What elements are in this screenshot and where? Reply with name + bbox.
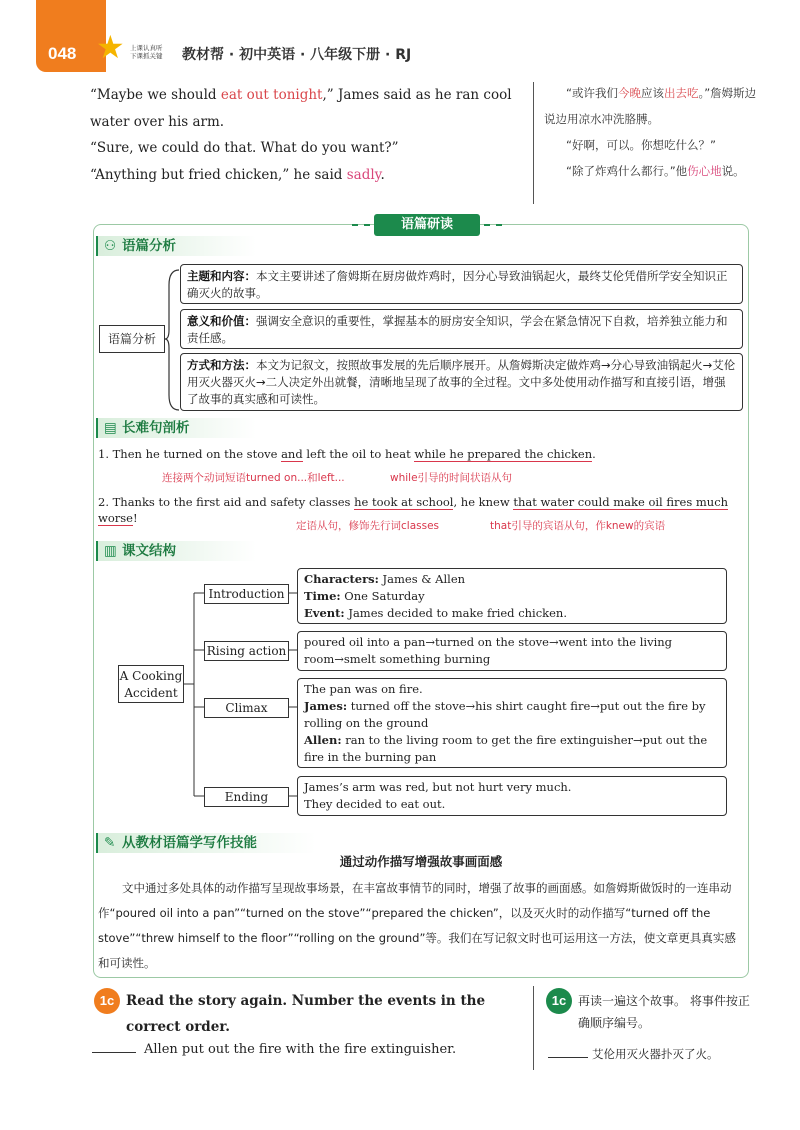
answer-blank-1[interactable] bbox=[92, 1052, 136, 1053]
climax-box bbox=[297, 678, 727, 768]
stage-ending: Ending bbox=[204, 787, 289, 807]
page-header bbox=[0, 0, 800, 78]
story-line-2: “Sure, we could do that. What do you want?” bbox=[90, 140, 399, 156]
document-icon: ▤ bbox=[104, 420, 117, 436]
task-item-1: Allen put out the fire with the fire extinguisher. bbox=[92, 1042, 532, 1057]
task-column-divider bbox=[533, 986, 534, 1070]
motto bbox=[130, 44, 178, 60]
book-title: 教材帮 · 初中英语 · 八年级下册 · RJ bbox=[182, 47, 412, 63]
highlight-eat-out: eat out tonight bbox=[220, 87, 323, 103]
motto-line-1: 上课认真听 bbox=[130, 44, 163, 52]
page-number: 048 bbox=[48, 44, 77, 63]
translation-line-2: “好啊，可以。你想吃什么？” bbox=[566, 138, 716, 152]
introduction-box bbox=[297, 568, 727, 624]
highlight-sadly: sadly bbox=[346, 166, 381, 183]
analysis-root-label: 语篇分析 bbox=[99, 325, 165, 353]
analysis-box-method: 方式和方法：本文为记叙文，按照故事发展的先后顺序展开。从詹姆斯决定做炸鸡→分心导致油锅起火→艾伦用灭火器灭火→二人决定外出就餐，清晰地呈现了故事的全过程。文中多处使用动作描写和直接引语，增强了故事的真实感和可读性。 bbox=[180, 353, 743, 411]
intro-time: Time: One Saturday bbox=[304, 589, 425, 603]
sentence-1-note-2: while引导的时间状语从句 bbox=[390, 472, 513, 484]
climax-line-2: James: turned off the stove→his shirt caught fire→put out the fire by rolling on the ground bbox=[304, 699, 706, 730]
intro-characters: Characters: James & Allen bbox=[304, 572, 466, 586]
task-question-cn: 再读一遍这个故事。 将事件按正确顺序编号。 bbox=[578, 994, 750, 1030]
task-badge: 1c bbox=[94, 988, 120, 1014]
translation-line-3: “除了炸鸡什么都行。”他伤心地说。 bbox=[566, 164, 745, 178]
task-question: Read the story again. Number the events in the correct order. bbox=[126, 993, 486, 1035]
story-line-3: “Anything but fried chicken,” he said sadly. bbox=[90, 166, 385, 183]
pencil-note-icon: ✎ bbox=[104, 835, 116, 851]
story-translation bbox=[544, 80, 760, 184]
stage-rising-action: Rising action bbox=[204, 641, 289, 661]
intro-event: Event: James decided to make fried chicken. bbox=[304, 606, 567, 620]
writing-skill-title: 通过动作描写增强故事画面感 bbox=[339, 854, 503, 869]
task-item-1-cn: 艾伦用灭火器扑灭了火。 bbox=[548, 1046, 719, 1062]
sentence-2: 2. Thanks to the first aid and safety classes he took at school, he knew that water could make oil fires much worse! bbox=[98, 495, 729, 525]
climax-line-3: Allen: ran to the living room to get the fire extinguisher→put out the fire in the burning pan bbox=[304, 733, 708, 764]
section-banner: 语篇研读 bbox=[374, 214, 480, 236]
task-badge-cn: 1c bbox=[546, 988, 572, 1014]
sentence-1: 1. Then he turned on the stove and left the oil to heat while he prepared the chicken. bbox=[98, 447, 596, 461]
structure-icon: ▥ bbox=[104, 543, 117, 559]
column-divider bbox=[533, 82, 534, 204]
motto-line-2: 下课抓关键 bbox=[130, 52, 163, 60]
sentence-2-note-1: 定语从句，修饰先行词classes bbox=[296, 520, 439, 532]
writing-skill-heading: ✎ 从教材语篇学写作技能 bbox=[96, 833, 316, 853]
analysis-box-value: 意义和价值：强调安全意识的重要性，掌握基本的厨房安全知识，学会在紧急情况下自救，培养独立能力和责任感。 bbox=[180, 309, 743, 349]
people-icon: ⚇ bbox=[104, 238, 117, 254]
ending-line-2: They decided to eat out. bbox=[304, 797, 446, 811]
story-line-1: “Maybe we should eat out tonight,” James said as he ran cool water over his arm. bbox=[90, 87, 512, 130]
rising-action-box: poured oil into a pan→turned on the stove→went into the living room→smelt something burning bbox=[297, 631, 727, 671]
writing-skill-body: 文中通过多处具体的动作描写呈现故事场景，在丰富故事情节的同时，增强了故事的画面感。如詹姆斯做饭时的一连串动作“poured oil into a pan”“turned on the stove”“prepared the chicken”，以及灭火时的动作描写“turned off the stove”“threw himself to the floor”“rolling on the ground”等。我们在写记叙文时也可运用这一方法，使文章更具真实感和可读性。 bbox=[98, 881, 736, 970]
story-text bbox=[90, 82, 530, 188]
stage-climax: Climax bbox=[204, 698, 289, 718]
translation-line-1: “或许我们今晚应该出去吃。”詹姆斯边说边用凉水冲洗胳膊。 bbox=[544, 86, 757, 126]
structure-root: A Cooking Accident bbox=[118, 665, 184, 703]
sentence-2-note-2: that引导的宾语从句，作knew的宾语 bbox=[490, 520, 666, 532]
stage-introduction: Introduction bbox=[204, 584, 289, 604]
analysis-box-theme: 主题和内容：本文主要讲述了詹姆斯在厨房做炸鸡时，因分心导致油锅起火，最终艾伦凭借所学安全知识正确灭火的故事。 bbox=[180, 264, 743, 304]
ending-line-1: James’s arm was red, but not hurt very much. bbox=[304, 780, 572, 794]
star-mascot-icon: ★ bbox=[96, 28, 125, 66]
sentence-1-note-1: 连接两个动词短语turned on...和left... bbox=[162, 472, 345, 484]
analysis-heading: ⚇ 语篇分析 bbox=[96, 236, 256, 256]
climax-line-1: The pan was on fire. bbox=[304, 682, 423, 696]
structure-heading: ▥ 课文结构 bbox=[96, 541, 256, 561]
ending-box bbox=[297, 776, 727, 816]
sentence-heading: ▤ 长难句剖析 bbox=[96, 418, 256, 438]
answer-blank-1-cn[interactable] bbox=[548, 1057, 588, 1058]
